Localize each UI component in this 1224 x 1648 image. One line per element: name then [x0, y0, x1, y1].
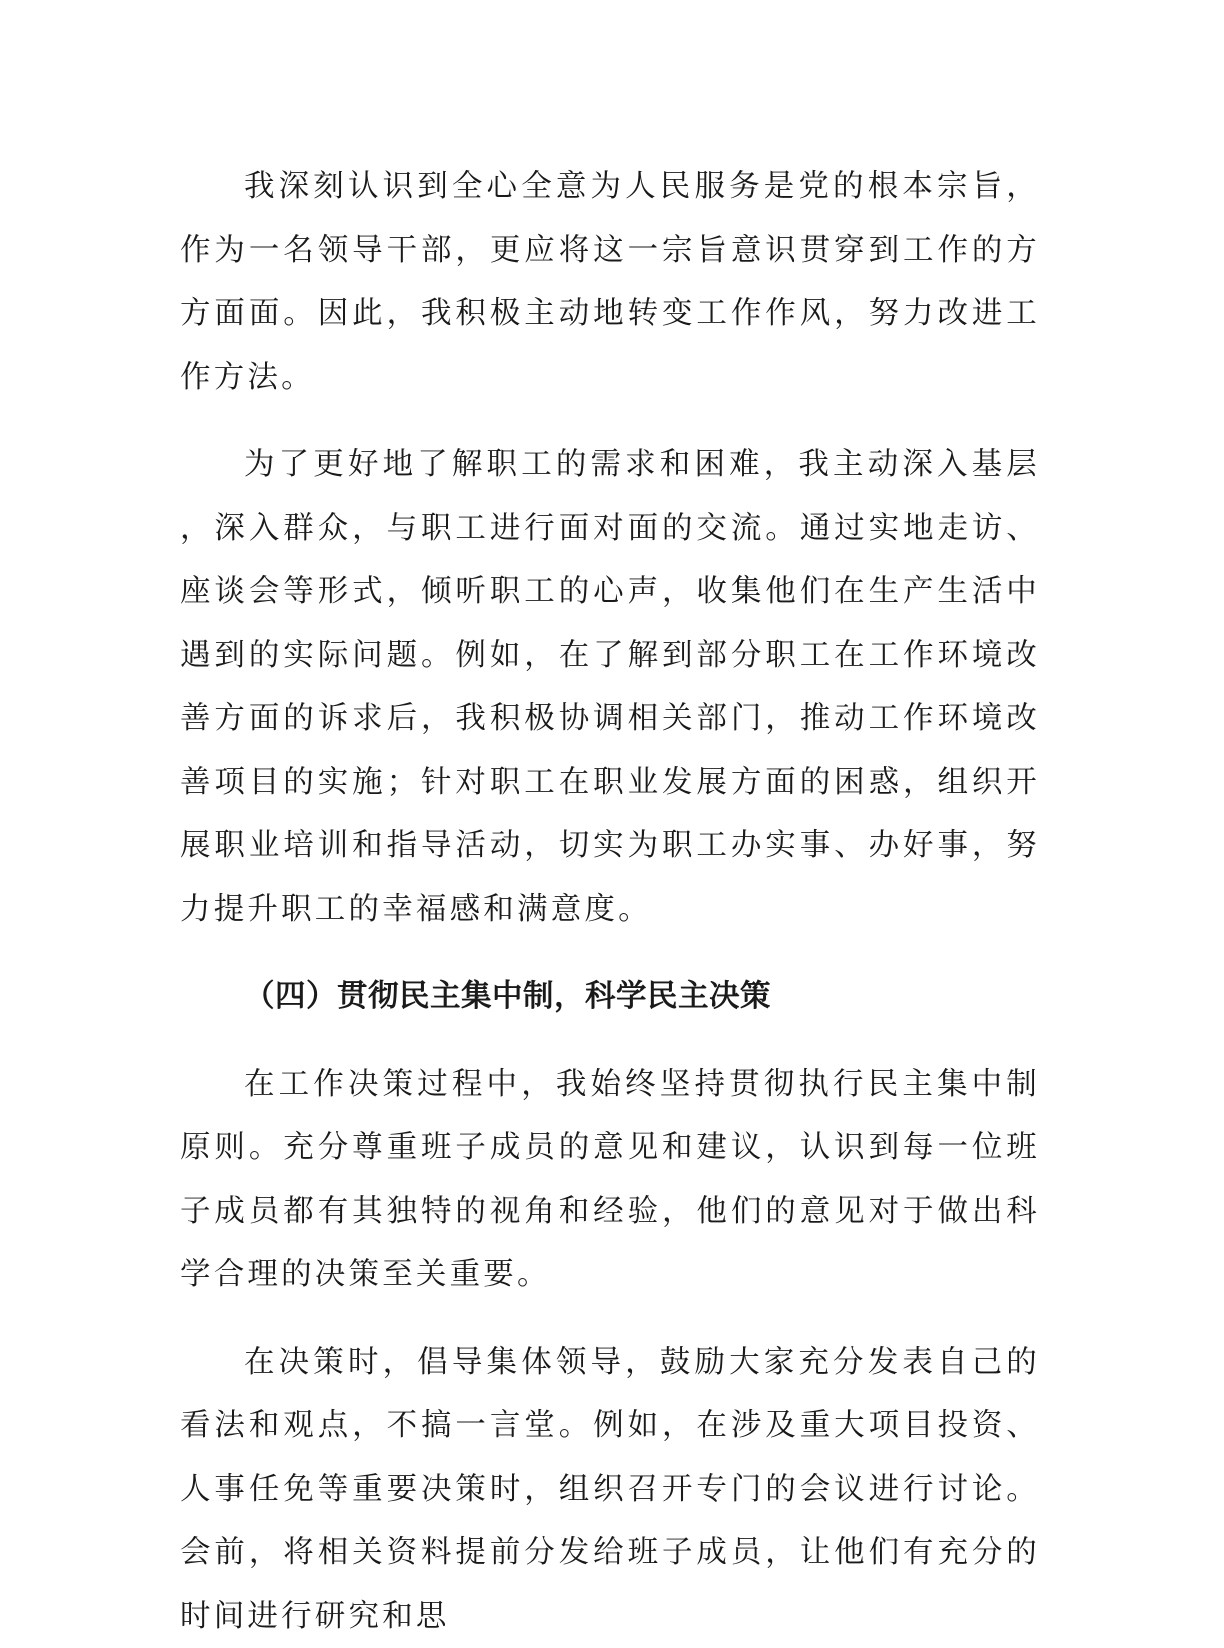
paragraph-decision-principle: 在工作决策过程中，我始终坚持贯彻执行民主集中制原则。充分尊重班子成员的意见和建议，认识到每一位班子成员都有其独特的视角和经验，他们的意见对于做出科学合理的决策至关重要。: [180, 1053, 1040, 1307]
document-body: [180, 155, 1040, 1648]
section-heading-democratic-centralism: （四）贯彻民主集中制，科学民主决策: [180, 965, 1040, 1029]
paragraph-service-purpose: 我深刻认识到全心全意为人民服务是党的根本宗旨，作为一名领导干部，更应将这一宗旨意识贯穿到工作的方方面面。因此，我积极主动地转变工作作风，努力改进工作方法。: [180, 155, 1040, 409]
paragraph-grassroots-communication: 为了更好地了解职工的需求和困难，我主动深入基层，深入群众，与职工进行面对面的交流。通过实地走访、座谈会等形式，倾听职工的心声，收集他们在生产生活中遇到的实际问题。例如，在了解到部分职工在工作环境改善方面的诉求后，我积极协调相关部门，推动工作环境改善项目的实施；针对职工在职业发展方面的困惑，组织开展职业培训和指导活动，切实为职工办实事、办好事，努力提升职工的幸福感和满意度。: [180, 433, 1040, 941]
paragraph-collective-leadership: 在决策时，倡导集体领导，鼓励大家充分发表自己的看法和观点，不搞一言堂。例如，在涉及重大项目投资、人事任免等重要决策时，组织召开专门的会议进行讨论。会前，将相关资料提前分发给班子成员，让他们有充分的时间进行研究和思: [180, 1331, 1040, 1648]
